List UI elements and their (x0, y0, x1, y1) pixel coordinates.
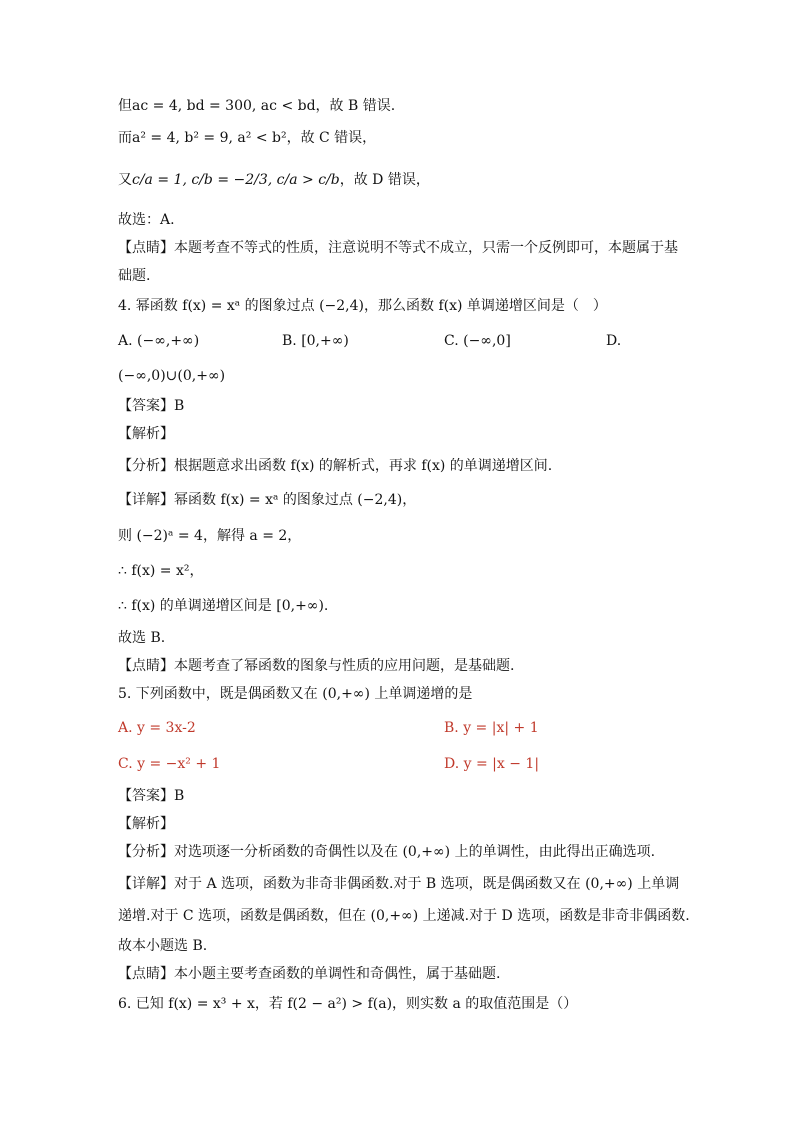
q4-answer: 【答案】B (118, 398, 185, 414)
q4-option-b: B. [0,+∞) (282, 333, 349, 349)
q4-choose: 故选 B. (118, 630, 166, 646)
q4-dianjing: 【点睛】本题考查了幂函数的图象与性质的应用问题，是基础题. (118, 658, 515, 674)
q5-option-c: C. y = −x² + 1 (118, 756, 221, 772)
q4-option-d: D. (606, 333, 622, 349)
text-line: 而a² = 4, b² = 9, a² < b²，故 C 错误， (118, 130, 377, 146)
q4-analysis-heading: 【解析】 (118, 426, 174, 442)
q5-dianjing: 【点睛】本小题主要考查函数的单调性和奇偶性，属于基础题. (118, 966, 501, 982)
q4-step-1: 则 (−2)ᵃ = 4，解得 a = 2， (118, 528, 302, 544)
text-line-fractions (118, 170, 734, 190)
q4-option-c: C. (−∞,0] (444, 333, 511, 349)
text-line: 但ac = 4, bd = 300, ac < bd，故 B 错误. (118, 98, 396, 114)
q5-answer: 【答案】B (118, 788, 185, 804)
q5-option-b: B. y = |x| + 1 (444, 720, 539, 736)
question-5: 5. 下列函数中，既是偶函数又在 (0,+∞) 上单调递增的是 (118, 686, 473, 702)
q5-option-d: D. y = |x − 1| (444, 756, 540, 772)
q5-fenxi: 【分析】对选项逐一分析函数的奇偶性以及在 (0,+∞) 上的单调性，由此得出正确选项. (118, 844, 656, 860)
q4-option-d-continued: (−∞,0)∪(0,+∞) (118, 368, 226, 384)
q4-fenxi: 【分析】根据题意求出函数 f(x) 的解析式，再求 f(x) 的单调递增区间. (118, 458, 553, 474)
q4-step-3: ∴ f(x) 的单调递增区间是 [0,+∞). (118, 598, 329, 614)
q5-detail-1: 【详解】对于 A 选项，函数为非奇非偶函数.对于 B 选项，既是偶函数又在 (0,+∞) 上单调 (118, 876, 680, 892)
q5-choose: 故本小题选 B. (118, 938, 208, 954)
q5-detail-2: 递增.对于 C 选项，函数是偶函数，但在 (0,+∞) 上递减.对于 D 选项，函数是非奇非偶函数. (118, 908, 690, 924)
text-line: 故选：A. (118, 212, 175, 228)
text-suffix: ，故 D 错误， (339, 172, 430, 188)
text-line: 础题. (118, 268, 151, 284)
text-line: 【点睛】本题考查不等式的性质，注意说明不等式不成立，只需一个反例即可，本题属于基 (118, 240, 678, 256)
q4-option-a: A. (−∞,+∞) (118, 333, 200, 349)
question-4: 4. 幂函数 f(x) = xᵃ 的图象过点 (−2,4)，那么函数 f(x) 单调递增区间是（ ） (118, 298, 607, 314)
q5-option-a: A. y = 3x-2 (118, 720, 196, 736)
q4-step-2: ∴ f(x) = x²， (118, 563, 204, 579)
q4-detail: 【详解】幂函数 f(x) = xᵃ 的图象过点 (−2,4)， (118, 492, 417, 508)
q5-analysis-heading: 【解析】 (118, 816, 174, 832)
question-6: 6. 已知 f(x) = x³ + x，若 f(2 − a²) > f(a)，则实数 a 的取值范围是（） (118, 996, 578, 1012)
text-prefix: 又 (118, 172, 132, 188)
fraction-expression: c/a = 1, c/b = −2/3, c/a > c/b (132, 172, 340, 188)
